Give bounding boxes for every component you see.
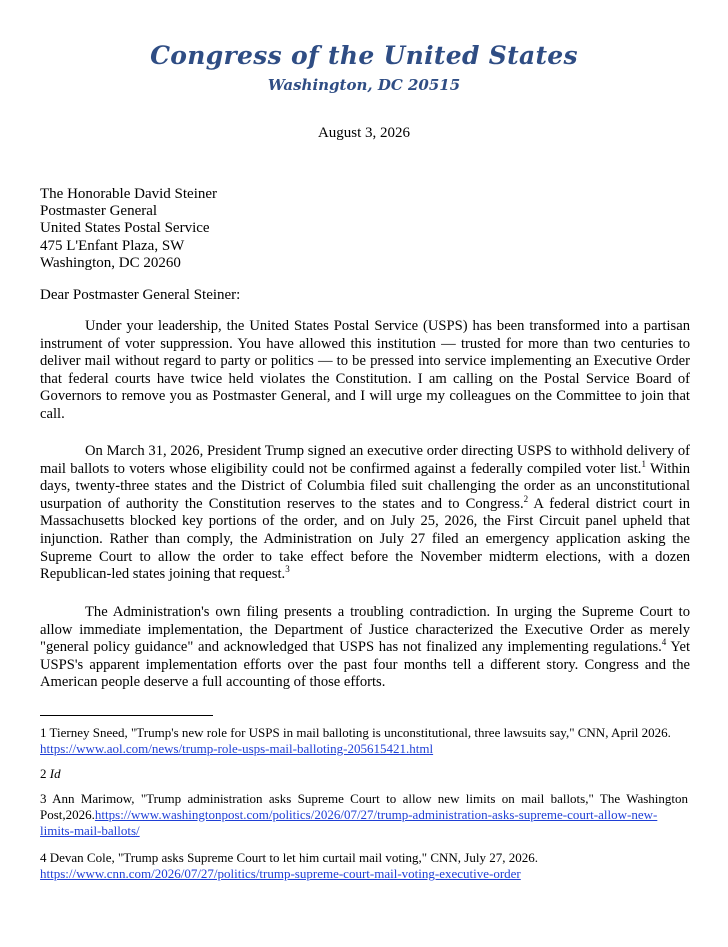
footnote-4-link[interactable]: https://www.cnn.com/2026/07/27/politics/trump-supreme-court-mail-voting-executive-order <box>40 866 521 881</box>
footnote-ref-3[interactable]: 3 <box>285 564 290 575</box>
footnote-1-text: 1 Tierney Sneed, "Trump's new role for USPS in mail balloting is unconstitutional, three lawsuits say," CNN, April 2026. <box>40 725 671 740</box>
footnote-3-link[interactable]: https://www.washingtonpost.com/politics/2026/07/27/trump-administration-asks-supreme-court-allow-new-limits-mail-ballots/ <box>40 807 658 838</box>
footnote-2-text: Id <box>49 766 61 781</box>
recipient-street: 475 L'Enfant Plaza, SW <box>40 237 185 254</box>
letterhead <box>0 40 728 95</box>
recipient-city: Washington, DC 20260 <box>40 254 181 271</box>
body-paragraph-2 <box>40 443 690 584</box>
recipient-title: Postmaster General <box>40 203 158 220</box>
footnote-ref-1[interactable]: 1 <box>641 458 646 469</box>
footnote-ref-4[interactable]: 4 <box>661 637 667 648</box>
footnote-2-number: 2 <box>40 766 47 781</box>
body-paragraph-3 <box>40 604 690 692</box>
footnote-4 <box>40 850 688 882</box>
letter-date: August 3, 2026 <box>317 125 411 141</box>
footnote-divider <box>40 715 213 716</box>
letterhead-address: Washington, DC 20515 <box>267 76 461 94</box>
footnote-3-text: 3 Ann Marimow, "Trump administration asks Supreme Court to allow new limits on mail ballots," The Washington Post,2026. <box>40 791 688 822</box>
paragraph-3-text-b: Yet USPS's apparent implementation efforts over the past four months tell a different story. Congress and the American people deserve a full accounting of those efforts. <box>40 639 691 691</box>
footnote-4-text: 4 Devan Cole, "Trump asks Supreme Court to let him curtail mail voting," CNN, July 27, 2026. <box>40 850 538 865</box>
letterhead-title: Congress of the United States <box>150 41 578 70</box>
recipient-name: The Honorable David Steiner <box>40 186 218 202</box>
paragraph-3-text-a: The Administration's own filing presents a troubling contradiction. In urging the Supreme Court to allow immediate implementation, the Department of Justice characterized the Executive Order as merely "general policy guidance" and acknowledged that USPS has not finalized any implementing regulations. <box>40 604 690 656</box>
recipient-address <box>40 186 217 272</box>
footnote-1-link[interactable]: https://www.aol.com/news/trump-role-usps-mail-balloting-205615421.html <box>40 741 434 756</box>
recipient-organization: United States Postal Service <box>40 220 210 237</box>
footnote-2 <box>40 766 688 782</box>
salutation: Dear Postmaster General Steiner: <box>40 287 241 303</box>
footnote-1 <box>40 725 688 757</box>
paragraph-1-text: Under your leadership, the United States Postal Service (USPS) has been transformed into a partisan instrument of voter suppression. You have allowed this institution — trusted for more than two centuries to deliver mail without regard to party or politics — to be pressed into service implementing an Executive Order that federal courts have twice held violates the Constitution. I am calling on the Postal Service Board of Governors to remove you as Postmaster General, and I will urge my colleagues on the Committee to join that call. <box>40 318 690 422</box>
footnote-3 <box>40 791 688 839</box>
body-paragraph-1 <box>40 318 690 424</box>
paragraph-2-text-a: On March 31, 2026, President Trump signed an executive order directing USPS to withhold delivery of mail ballots to voters whose eligibility could not be confirmed against a federally compiled voter list. <box>40 443 690 477</box>
paragraph-2-text-b: Within days, twenty-three states and the District of Columbia filed suit challenging the order as an unconstitutional usurpation of authority the Constitution reserves to the states and to Congress. <box>40 460 690 512</box>
footnote-ref-2[interactable]: 2 <box>523 493 529 504</box>
paragraph-2-text-c: A federal district court in Massachusetts blocked key portions of the order, and on July 25, 2026, the First Circuit panel upheld that injunction. Rather than comply, the Administration on July 27 filed an emergency application asking the Supreme Court to allow the order to take effect before the November midterm elections, with a dozen Republican-led states joining that request. <box>40 495 690 583</box>
